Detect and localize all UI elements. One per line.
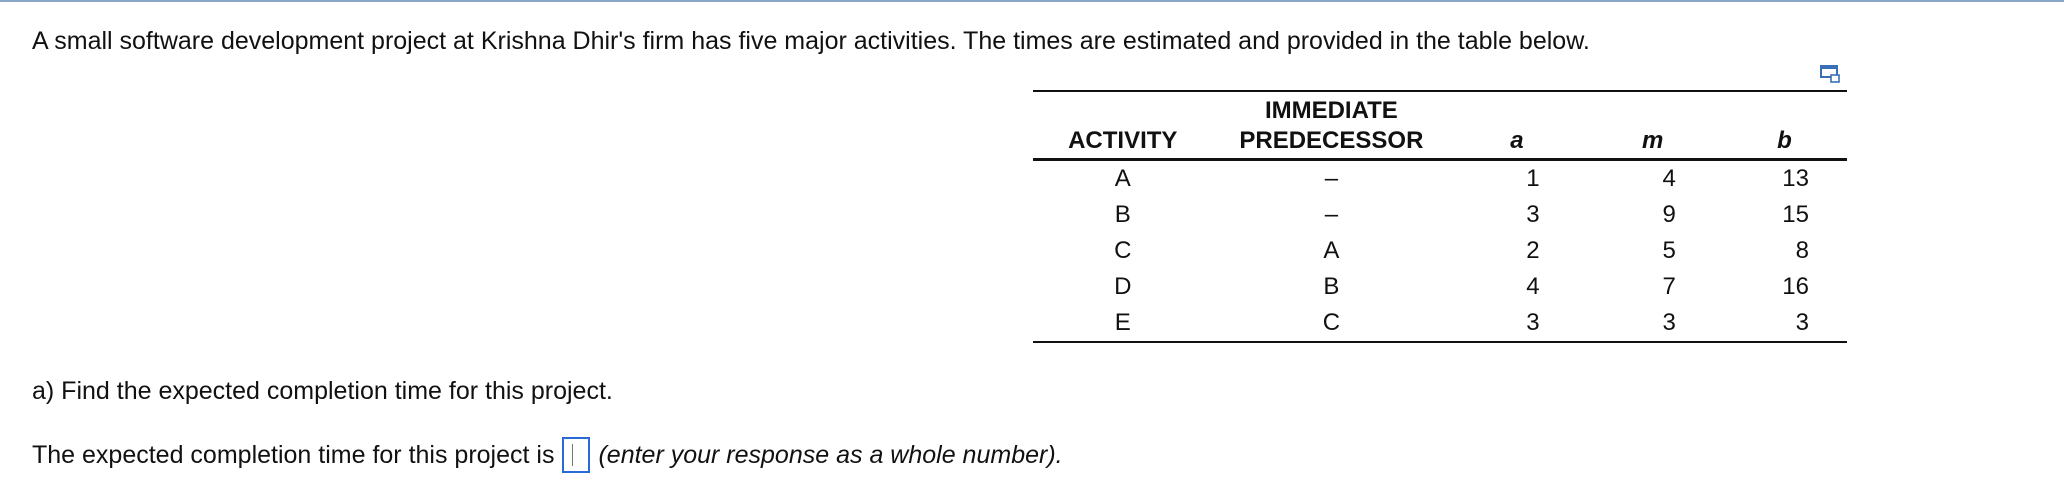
header-m: m	[1642, 127, 1664, 154]
cell-predecessor: C	[1322, 309, 1341, 336]
cell-a: 3	[1526, 309, 1540, 336]
header-predecessor	[1213, 91, 1451, 160]
answer-hint: (enter your response as a whole number).	[598, 441, 1063, 469]
table-row	[1033, 233, 1847, 269]
cell-b: 3	[1795, 309, 1809, 336]
cell-predecessor: B	[1323, 273, 1340, 300]
cell-a: 4	[1526, 273, 1540, 300]
cell-m: 4	[1662, 165, 1676, 192]
header-predecessor-line1: IMMEDIATE	[1264, 97, 1398, 124]
header-b: b	[1777, 127, 1792, 154]
activity-table	[1033, 90, 1847, 343]
table-header-row	[1033, 91, 1847, 160]
text-cursor	[572, 444, 573, 466]
table-row	[1033, 160, 1847, 198]
cell-a: 2	[1526, 237, 1540, 264]
cell-b: 8	[1795, 237, 1809, 264]
header-a: a	[1510, 127, 1524, 154]
intro-text: A small software development project at Krishna Dhir's firm has five major activities. The times are estimated and provided in the table below.	[32, 27, 1590, 55]
header-predecessor-line2: PREDECESSOR	[1239, 127, 1424, 154]
cell-predecessor: –	[1324, 165, 1339, 192]
top-divider	[0, 0, 2064, 2]
cell-activity: D	[1114, 273, 1132, 300]
cell-a: 3	[1526, 201, 1540, 228]
cell-m: 7	[1662, 273, 1676, 300]
question-a: a) Find the expected completion time for this project.	[32, 377, 613, 405]
cell-activity: C	[1114, 237, 1132, 264]
cell-predecessor: A	[1323, 237, 1340, 264]
cell-m: 9	[1662, 201, 1676, 228]
cell-m: 3	[1662, 309, 1676, 336]
cell-m: 5	[1662, 237, 1676, 264]
cell-b: 15	[1782, 201, 1809, 228]
cell-activity: E	[1114, 309, 1131, 336]
answer-prefix: The expected completion time for this project is	[32, 441, 555, 469]
cell-activity: B	[1114, 201, 1131, 228]
cell-b: 13	[1782, 165, 1809, 192]
header-activity: ACTIVITY	[1068, 127, 1178, 154]
cell-b: 16	[1782, 273, 1809, 300]
completion-time-input[interactable]	[562, 437, 590, 473]
cell-activity: A	[1114, 165, 1131, 192]
expand-table-icon[interactable]	[1818, 62, 1842, 86]
cell-a: 1	[1526, 165, 1540, 192]
answer-line	[32, 437, 1063, 473]
table-row	[1033, 305, 1847, 342]
cell-predecessor: –	[1324, 201, 1339, 228]
table-row	[1033, 197, 1847, 233]
table-row	[1033, 269, 1847, 305]
